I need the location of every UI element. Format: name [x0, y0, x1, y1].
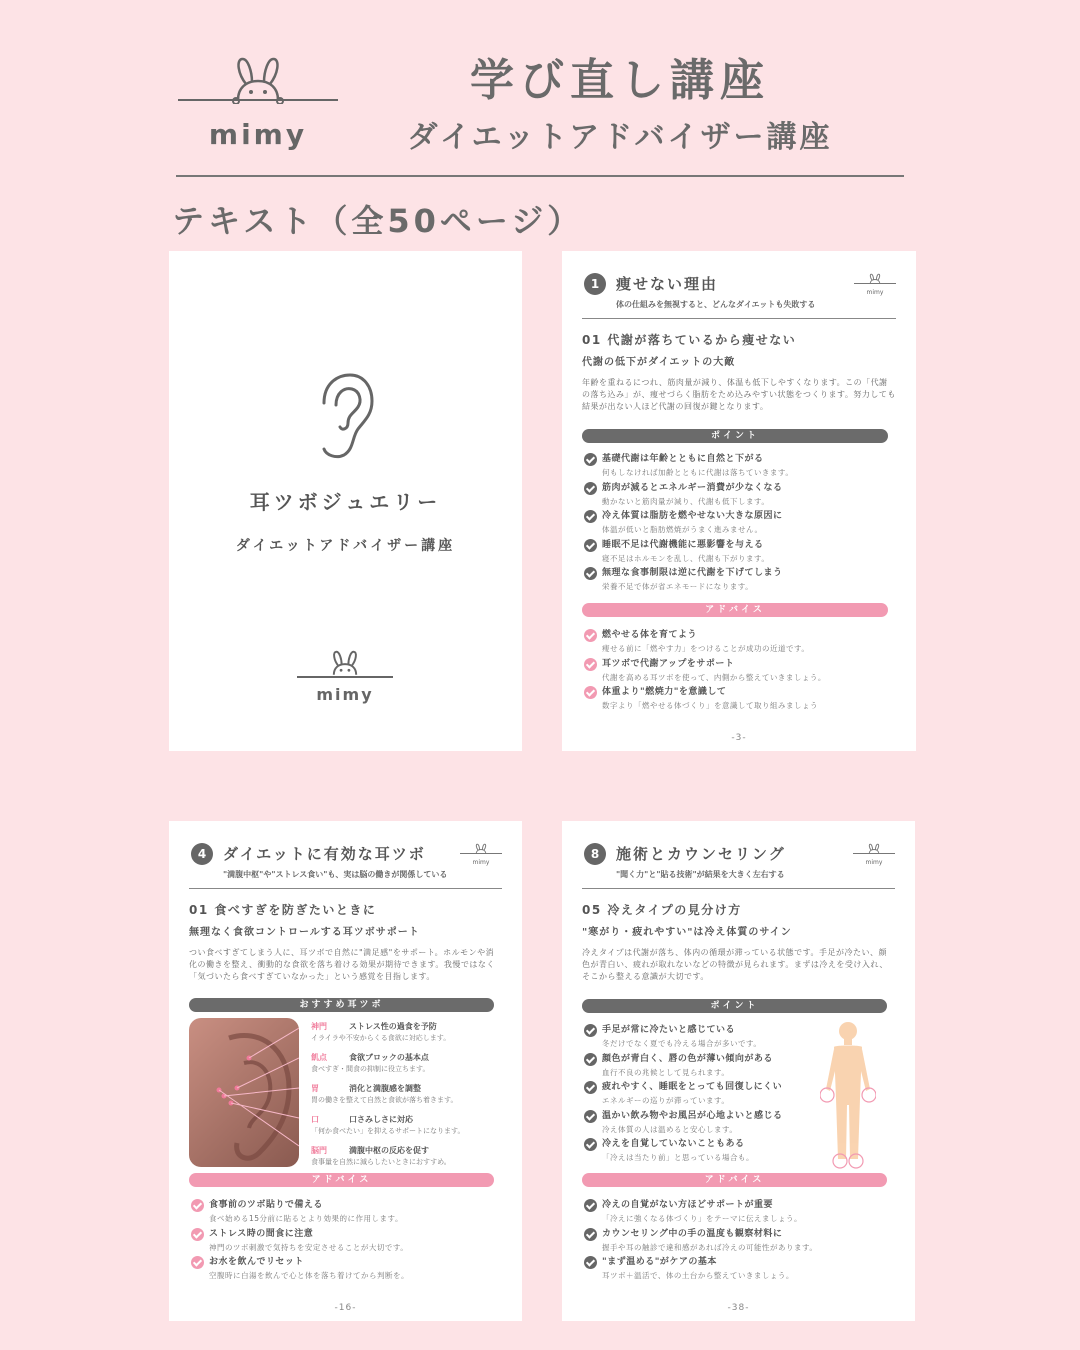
text-page-16	[169, 821, 522, 1321]
check-icon	[584, 1228, 597, 1241]
tsubo-name: 脳門	[311, 1146, 327, 1155]
list-item	[584, 481, 900, 510]
check-icon	[584, 658, 597, 671]
text-page-3	[562, 251, 916, 751]
body-text: つい食べすぎてしまう人に、耳ツボで自然に"満足感"をサポート。ホルモンや消化の働きを整え、衝動的な食欲を落ち着ける効果が期待できます。我慢ではなく「気づいたら食べすぎていなかった」という感覚を目指します。	[189, 948, 495, 981]
tsubo-item	[311, 1021, 516, 1052]
item-title: お水を飲んでリセット	[209, 1257, 304, 1267]
item-title: 耳ツボで代謝アップをサポート	[602, 658, 735, 669]
item-desc: 冷え体質の人は温めると安心します。	[602, 1124, 738, 1134]
item-title: 睡眠不足は代謝機能に悪影響を与える	[602, 539, 764, 550]
check-icon	[584, 1256, 597, 1269]
check-icon	[584, 1110, 597, 1123]
chapter-subtitle: "聞く力"と"貼る技術"が結果を大きく左右する	[616, 870, 785, 879]
item-desc: 数字より「燃やせる体づくり」を意識して取り組みましょう	[602, 701, 818, 710]
mini-logo	[460, 843, 502, 869]
ear-icon	[314, 371, 376, 461]
item-title: 食事前のツボ貼りで備える	[209, 1200, 323, 1210]
item-title: 体重より"燃焼力"を意識して	[602, 687, 727, 697]
item-desc: 血行不良の兆候として見られます。	[602, 1067, 730, 1077]
chapter-subtitle: 体の仕組みを無視すると、どんなダイエットも失敗する	[616, 300, 816, 309]
item-desc: 体温が低いと脂肪燃焼がうまく進みません。	[602, 525, 763, 534]
page-number: -38-	[727, 1303, 750, 1313]
check-icon	[584, 510, 597, 523]
logo-line	[460, 853, 502, 854]
page-subtitle: ダイエットアドバイザー講座	[407, 120, 833, 155]
list-item	[584, 452, 900, 481]
check-icon	[191, 1199, 204, 1212]
item-title: 基礎代謝は年齢とともに自然と下がる	[602, 454, 764, 464]
list-item	[584, 1227, 899, 1256]
point-bar: ポイント	[582, 429, 888, 443]
point-list	[584, 452, 900, 595]
check-icon	[191, 1256, 204, 1269]
rabbit-logo-icon	[226, 54, 290, 104]
recommend-bar: おすすめ耳ツボ	[189, 998, 494, 1012]
check-icon	[584, 629, 597, 642]
list-item	[191, 1255, 506, 1284]
list-item	[584, 685, 900, 714]
item-title: 顔色が青白く、唇の色が薄い傾向がある	[602, 1053, 773, 1064]
tsubo-desc: ストレス性の過食を予防	[349, 1022, 437, 1031]
logo-text: mimy	[316, 685, 374, 704]
tsubo-name: 胃	[311, 1084, 319, 1093]
text-page-38	[562, 821, 915, 1321]
advice-list	[191, 1198, 506, 1284]
rabbit-logo-icon	[327, 649, 363, 677]
item-desc: 神門のツボ刺激で気持ちを安定させることが大切です。	[209, 1242, 409, 1252]
body-figure-icon	[820, 1019, 876, 1169]
page-number: -16-	[334, 1303, 357, 1313]
logo-text: mimy	[866, 289, 884, 296]
section-subtitle: 代謝の低下がダイエットの大敵	[582, 357, 736, 368]
item-desc: 冬だけでなく夏でも冷える場合が多いです。	[602, 1039, 762, 1048]
item-title: 温かい飲み物やお風呂が心地よいと感じる	[602, 1110, 783, 1121]
section-title: 05 冷えタイプの見分け方	[582, 903, 742, 917]
item-title: 手足が常に冷たいと感じている	[602, 1025, 736, 1035]
item-title: 無理な食事制限は逆に代謝を下げてしまう	[602, 568, 783, 578]
tsubo-name: 飢点	[311, 1053, 327, 1062]
item-title: カウンセリング中の手の温度も観察材料に	[602, 1228, 783, 1239]
list-item	[584, 1255, 899, 1284]
section-subtitle: 無理なく食欲コントロールする耳ツボサポート	[189, 927, 420, 938]
advice-list	[584, 628, 900, 714]
header-logo	[178, 52, 338, 162]
check-icon	[584, 482, 597, 495]
logo-text: mimy	[472, 859, 490, 866]
tsubo-list	[311, 1021, 516, 1176]
item-desc: 空腹時に白湯を飲んで心と体を落ち着けてから判断を。	[209, 1271, 409, 1280]
page-title: 学び直し講座	[470, 55, 770, 106]
item-title: 冷えの自覚がない方ほどサポートが重要	[602, 1200, 774, 1210]
text-count-label: テキスト（全50ページ）	[172, 202, 584, 240]
tsubo-item	[311, 1145, 516, 1176]
list-item	[191, 1227, 506, 1256]
item-desc: 代謝を高める耳ツボを使って、内側から整えていきましょう。	[602, 672, 826, 682]
chapter-number: 1	[584, 273, 606, 295]
list-item	[584, 1198, 899, 1227]
logo-text: mimy	[208, 118, 308, 151]
mini-logo	[854, 273, 896, 299]
chapter-number: 4	[191, 843, 213, 865]
chapter-divider	[582, 318, 896, 319]
item-title: 筋肉が減るとエネルギー消費が少なくなる	[602, 482, 783, 493]
advice-bar: アドバイス	[582, 1173, 887, 1187]
check-icon	[584, 453, 597, 466]
item-desc: エネルギーの巡りが滞っています。	[602, 1096, 730, 1105]
item-desc: 動かないと筋肉量が減り、代謝も低下します。	[602, 496, 770, 506]
cover-title: 耳ツボジュエリー	[249, 490, 442, 514]
check-icon	[584, 1199, 597, 1212]
check-icon	[584, 1081, 597, 1094]
page-number: -3-	[731, 733, 747, 743]
list-item	[584, 657, 900, 686]
tsubo-desc: 消化と満腹感を調整	[349, 1084, 421, 1093]
check-icon	[584, 1138, 597, 1151]
item-desc: 栄養不足で体が省エネモードになります。	[602, 582, 754, 591]
check-icon	[584, 1053, 597, 1066]
mini-logo	[853, 843, 895, 869]
cover-logo	[297, 649, 393, 711]
item-desc: 食べ始める15分前に貼るとより効果的に作用します。	[209, 1214, 403, 1223]
tsubo-item	[311, 1052, 516, 1083]
logo-line	[853, 853, 895, 854]
list-item	[584, 509, 900, 538]
tsubo-desc: 満腹中枢の反応を促す	[349, 1146, 429, 1155]
chapter-divider	[582, 888, 895, 889]
tsubo-item	[311, 1114, 516, 1145]
body-text: 年齢を重ねるにつれ、筋肉量が減り、体温も低下しやすくなります。この「代謝の落ち込み」が、痩せづらく脂肪をため込みやすい状態をつくります。努力しても結果が出ない人ほど代謝の回復が鍵となります。	[582, 378, 896, 411]
point-bar: ポイント	[582, 999, 887, 1013]
item-title: 燃やせる体を育てよう	[602, 630, 698, 640]
chapter-title: 痩せない理由	[616, 275, 719, 293]
item-title: 疲れやすく、睡眠をとっても回復しにくい	[602, 1082, 783, 1092]
check-icon	[584, 567, 597, 580]
list-item	[584, 566, 900, 595]
chapter-divider	[189, 888, 502, 889]
logo-line	[854, 283, 896, 284]
item-desc: 耳ツボ＋温活で、体の土台から整えていきましょう。	[602, 1271, 794, 1280]
tsubo-sub: イライラや不安からくる食欲に対応します。	[311, 1034, 451, 1042]
tsubo-desc: 食欲ブロックの基本点	[349, 1053, 429, 1062]
item-desc: 何もしなければ加齢とともに代謝は落ちていきます。	[602, 468, 794, 477]
check-icon	[584, 686, 597, 699]
advice-list	[584, 1198, 899, 1284]
tsubo-sub: 「何か食べたい」を抑えるサポートになります。	[311, 1127, 465, 1135]
check-icon	[584, 1024, 597, 1037]
item-desc: 「冷えに強くなる体づくり」をテーマに伝えましょう。	[602, 1214, 802, 1223]
section-title: 01 代謝が落ちているから痩せない	[582, 333, 797, 347]
item-desc: 「冷えは当たり前」と思っている場合も。	[602, 1153, 754, 1162]
list-item	[584, 628, 900, 657]
item-desc: 寝不足はホルモンを乱し、代謝も下がります。	[602, 553, 770, 563]
item-desc: 痩せる前に「燃やす力」をつけることが成功の近道です。	[602, 644, 810, 653]
body-text: 冷えタイプは代謝が落ち、体内の循環が滞っている状態です。手足が冷たい、顔色が青白い、疲れが取れないなどの特徴が見られます。まずは冷えを受け入れ、そこから整える意識が大切です。	[582, 948, 888, 981]
ear-illustration-icon	[189, 1018, 299, 1167]
item-title: "まず温める"がケアの基本	[602, 1257, 717, 1267]
list-item	[584, 538, 900, 567]
logo-line	[178, 99, 338, 101]
chapter-number: 8	[584, 843, 606, 865]
check-icon	[191, 1228, 204, 1241]
section-title: 01 食べすぎを防ぎたいときに	[189, 903, 377, 917]
header-divider	[176, 175, 904, 177]
advice-bar: アドバイス	[582, 603, 888, 617]
tsubo-sub: 食事量を自然に減らしたいときにおすすめ。	[311, 1158, 451, 1166]
tsubo-sub: 胃の働きを整えて自然と食欲が落ち着きます。	[311, 1096, 458, 1104]
item-title: 冷え体質は脂肪を燃やせない大きな原因に	[602, 511, 783, 521]
cover-page	[169, 251, 522, 751]
list-item	[191, 1198, 506, 1227]
tsubo-desc: 口さみしさに対応	[349, 1115, 413, 1124]
cover-subtitle: ダイエットアドバイザー講座	[235, 538, 456, 554]
chapter-title: ダイエットに有効な耳ツボ	[223, 845, 426, 863]
logo-text: mimy	[865, 859, 883, 866]
tsubo-item	[311, 1083, 516, 1114]
ear-photo	[189, 1018, 299, 1167]
item-title: 冷えを自覚していないこともある	[602, 1139, 745, 1149]
tsubo-name: 口	[311, 1115, 319, 1124]
check-icon	[584, 539, 597, 552]
logo-line	[297, 676, 393, 678]
chapter-title: 施術とカウンセリング	[616, 845, 786, 863]
tsubo-sub: 食べすぎ・間食の抑制に役立ちます。	[311, 1065, 430, 1073]
chapter-subtitle: "満腹中枢"や"ストレス食い"も、実は脳の働きが関係している	[223, 870, 448, 879]
advice-bar: アドバイス	[189, 1173, 494, 1187]
section-subtitle: "寒がり・疲れやすい"は冷え体質のサイン	[582, 927, 792, 938]
item-title: ストレス時の間食に注意	[209, 1228, 314, 1239]
item-desc: 握手や耳の触診で違和感があれば冷えの可能性があります。	[602, 1242, 818, 1252]
tsubo-name: 神門	[311, 1022, 327, 1031]
